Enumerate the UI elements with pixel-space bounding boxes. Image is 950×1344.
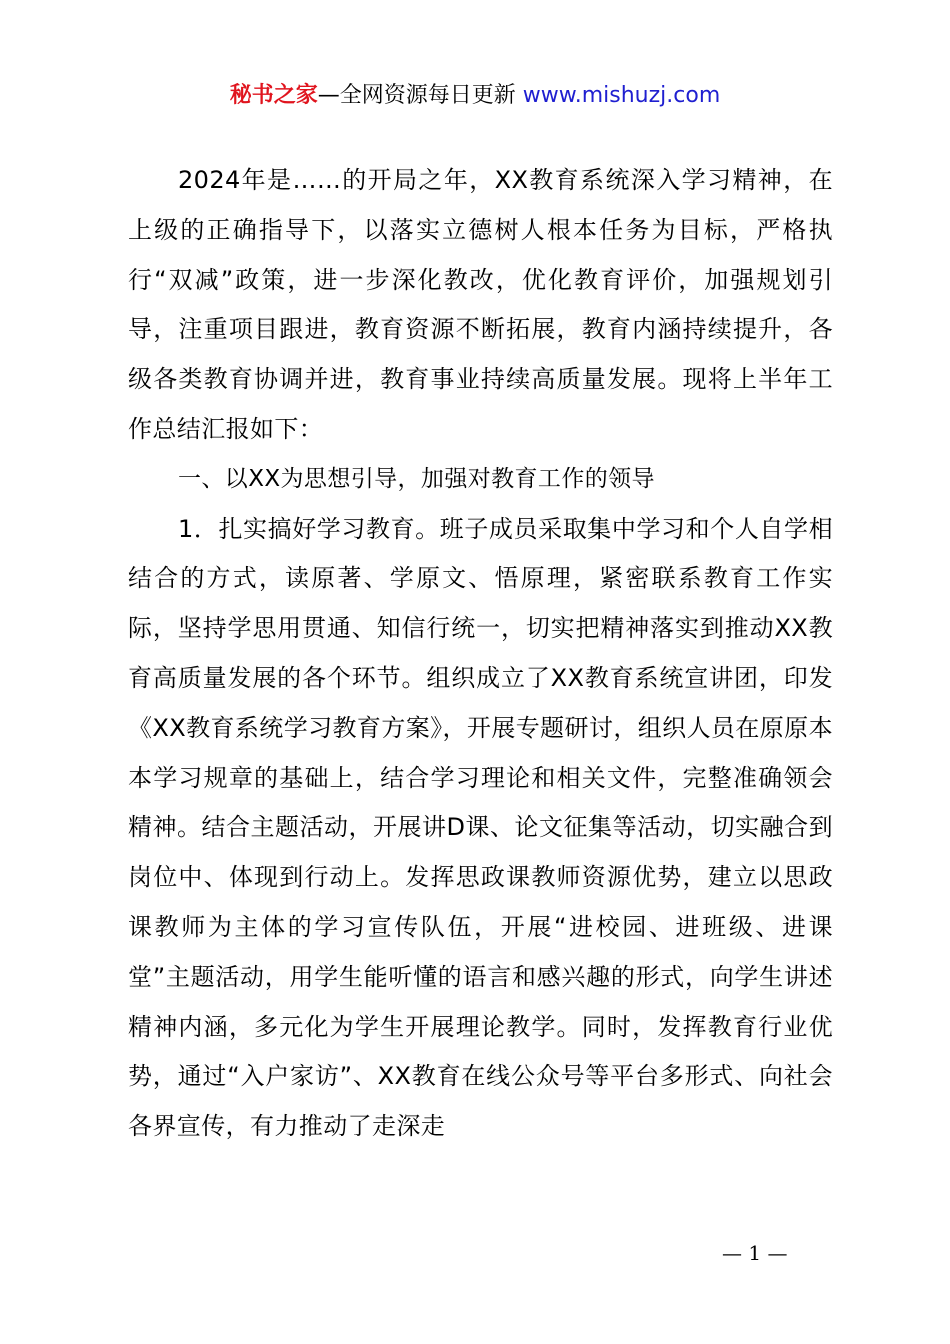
page-number: — 1 —: [722, 1241, 788, 1265]
site-header: [0, 80, 950, 112]
header-tagline: —全网资源每日更新: [317, 83, 523, 108]
intro-paragraph: 2024年是……的开局之年，XX教育系统深入学习精神，在上级的正确指导下，以落实立德树人根本任务为目标，严格执行“双减”政策，进一步深化教改，优化教育评价，加强规划引导，注重项目跟进，教育资源不断拓展，教育内涵持续提升，各级各类教育协调并进，教育事业持续高质量发展。现将上半年工作总结汇报如下：: [128, 166, 833, 443]
document-body: [128, 156, 833, 1152]
section-heading: 一、以XX为思想引导，加强对教育工作的领导: [178, 465, 655, 492]
brand-name: 秘书之家: [229, 83, 318, 108]
site-url-link[interactable]: www.mishuzj.com: [522, 83, 721, 108]
item-paragraph: 1．扎实搞好学习教育。班子成员采取集中学习和个人自学相结合的方式，读原著、学原文、悟原理，紧密联系教育工作实际，坚持学思用贯通、知信行统一，切实把精神落实到推动XX教育高质量发展的各个环节。组织成立了XX教育系统宣讲团，印发《XX教育系统学习教育方案》，开展专题研讨，组织人员在原原本本学习规章的基础上，结合学习理论和相关文件，完整准确领会精神。结合主题活动，开展讲D课、论文征集等活动，切实融合到岗位中、体现到行动上。发挥思政课教师资源优势，建立以思政课教师为主体的学习宣传队伍，开展“进校园、进班级、进课堂”主题活动，用学生能听懂的语言和感兴趣的形式，向学生讲述精神内涵，多元化为学生开展理论教学。同时，发挥教育行业优势，通过“入户家访”、XX教育在线公众号等平台多形式、向社会各界宣传，有力推动了走深走: [128, 514, 833, 1141]
